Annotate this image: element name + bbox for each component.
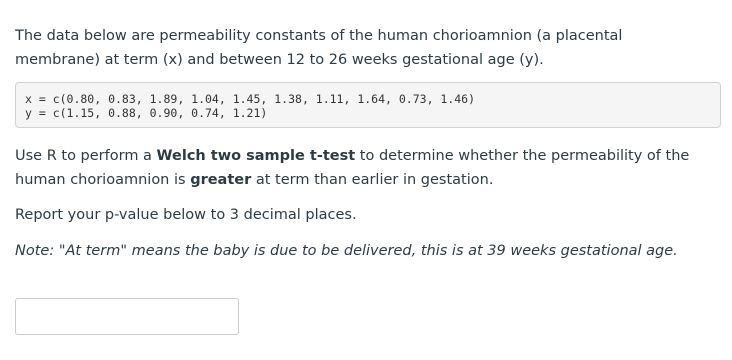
- task-direction: greater: [190, 172, 252, 188]
- task-test-name: Welch two sample t-test: [156, 148, 356, 164]
- task-text-2: to determine whether the permeability of the human chorioamnion is: [15, 148, 690, 188]
- answer-input[interactable]: [15, 298, 239, 335]
- task-text-1: Use R to perform a: [15, 148, 157, 164]
- report-instructions: Report your p-value below to 3 decimal places.: [15, 207, 357, 223]
- task-instructions: [15, 144, 715, 192]
- question-intro: The data below are permeability constants of the human chorioamnion (a placental membrane) at term (x) and between 12 to 26 weeks gestational age (y).: [15, 28, 623, 68]
- task-text-3: at term than earlier in gestation.: [251, 172, 494, 188]
- code-line-y: y = c(1.15, 0.88, 0.90, 0.74, 1.21): [25, 106, 268, 120]
- note-text: Note: "At term" means the baby is due to be delivered, this is at 39 weeks gestational age.: [15, 243, 678, 259]
- code-line-x: x = c(0.80, 0.83, 1.89, 1.04, 1.45, 1.38, 1.11, 1.64, 0.73, 1.46): [25, 92, 476, 106]
- r-code-block: [15, 82, 721, 128]
